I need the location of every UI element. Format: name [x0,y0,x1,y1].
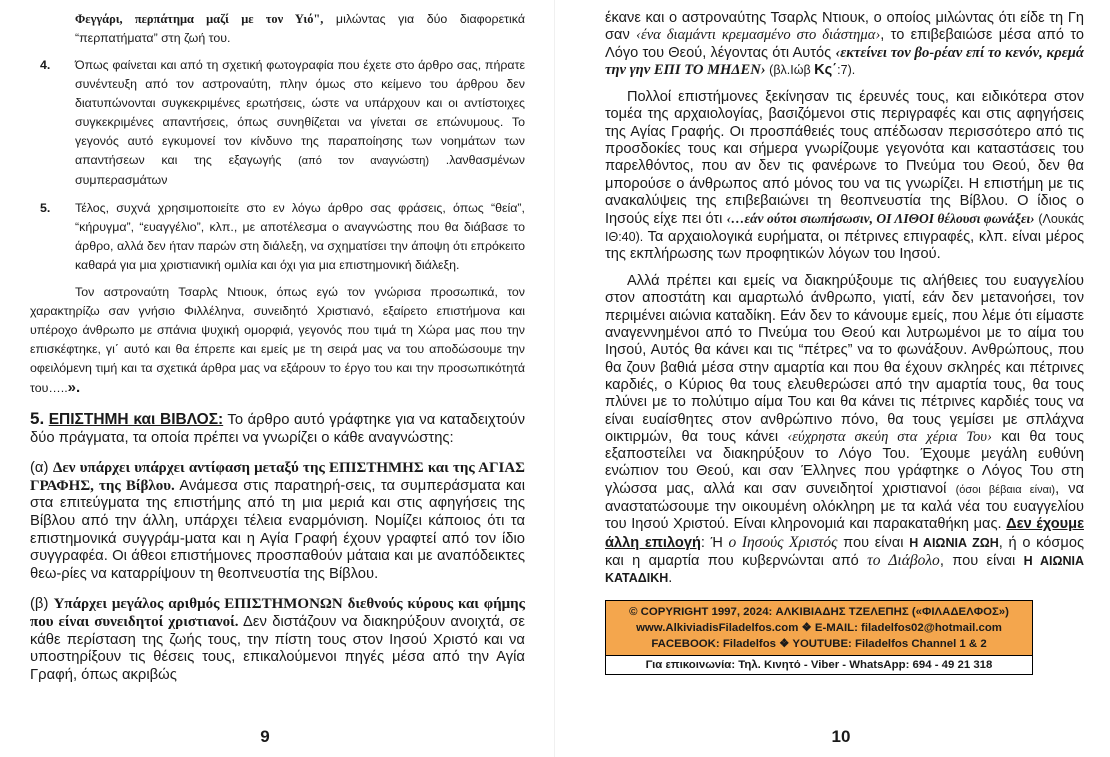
section-heading-paragraph [30,410,525,447]
right-paragraph-3 [605,273,1084,587]
p3-note: (όσοι βέβαια είναι) [955,483,1056,496]
p1-ref: (βλ.Ιώβ [765,62,815,77]
paragraph-b-bold: Υπάρχει μεγάλος αριθμός ΕΠΙΣΤΗΜΟΝΩΝ διεθνούς κύρους και φήμης που είναι συνειδητοί χριστιανοί. [30,596,525,630]
paragraph-a [30,460,525,583]
paragraph-b [30,596,525,684]
p1-ref-chapter: Κς΄ [814,61,838,78]
p3-text-b: και θα τους εξαποστείλει να διακηρύξουν το Λόγο Του. Έχουμε μεγάλη ευθύνη ενώπιον του Θεού, και σαν Έλληνες που γράφτηκε ο Λόγος Του στη γλώσσα μας, αλλά και σαν συνειδητοί χριστιανοί [605,428,1084,497]
copyright-line-1: © COPYRIGHT 1997, 2024: ΑΛΚΙΒΙΑΔΗΣ ΤΖΕΛΕΠΗΣ («ΦΙΛΑΔΕΛΦΟΣ») [629,605,1009,618]
p3-text-a: Αλλά πρέπει και εμείς να διακηρύξουμε τις αλήθειες του ευαγγελίου στον αποστάτη και αμαρτωλό άνθρωπο, γιατί, εάν δεν μετανοήσει, τον περιμένει αιώνια καταδίκη. Εάν δεν το κάνουμε εμείς, που λέμε ότι είμαστε αναγεννημένοι από το Πνεύμα του Θεού και λυτρωμένοι με το αίμα του Ιησού, Αυτός θα κάνει και τις “πέτρες” να το φωνάξουν. Ανθρώπους, που θα ζουν βαθιά μέσα στην αμαρτία και που θα έχουν σκληρές και πέτρινες καρδιές, ο Κύριος θα τους ελευθερώσει από την αμαρτία τους, θα τους πλύνει με το πολύτιμο αίμα Του και θα κάνει τις πέτρινες καρδιές τους να είναι ευαίσθητες στον ανθρώπινο πόνο, θα τους γεμίσει με σπλάχνα οικτιρμών, θα τους κάνει [605,273,1084,445]
list-item-4 [30,56,525,190]
right-paragraph-1 [605,10,1084,79]
intro-paragraph [30,10,525,48]
paragraph-b-text: Δεν διστάζουν να διακηρύξουν ανοιχτά, σε κάθε περίσταση της ζωής τους, την πίστη τους στον Ιησού Χριστό και να υποστηρίξουν τις θέσεις τους, επικαλούμενοι πηγές μέσα από την Αγία Γραφή, όπως ακριβώς [30,613,525,683]
closing-paragraph [30,283,525,398]
page-number-right: 10 [831,727,851,746]
p3-jesus-christ: ο Ιησούς Χριστός [728,533,838,551]
copyright-box [605,600,1033,675]
copyright-line-3[interactable]: FACEBOOK: Filadelfos ❖ YOUTUBE: Filadelfos Channel 1 & 2 [651,637,987,650]
list-item-5-text: Τέλος, συχνά χρησιμοποιείτε στο εν λόγω άρθρο σας φράσεις, όπως “θεία”, “κήρυγμα”, “ευαγγέλιο”, κλπ., με αποτέλεσμα ο αναγνώστης που θα διάβασε το άρθρο, αλλά δεν ήταν παρών στη διάλεξη, να σχηματίσει την άποψη ότι επρόκειτο καθαρά για μια χριστιανική ομιλία και όχι για μια επιστημονική διάλεξη. [75,201,525,272]
list-item-4-note: (από τον αναγνώστη) [298,155,430,167]
right-page [555,0,1110,757]
section-number: 5. [30,409,45,428]
p3-eternal-doom: Η ΑΙΩΝΙΑ ΚΑΤΑΔΙΚΗ [605,553,1084,586]
list-item-5-number: 5. [40,201,51,215]
p1-ref-end: :7). [837,62,856,77]
p3-devil: το Διάβολο [867,551,940,569]
closing-quote-mark: ». [67,379,81,396]
intro-bold: Φεγγάρι, περπάτημα μαζί με τον Υιό", [75,12,324,26]
p3-no-other-choice: Δεν έχουμε άλλη επιλογή [605,516,1084,551]
p3-eternal-life: Η ΑΙΩΝΙΑ ΖΩΗ [909,535,999,550]
copyright-banner [606,601,1032,655]
p3-text-c: , να αναστατώσουμε την οικουμένη ολόκληρη με τα καλά νέα του ευαγγελίου του Ιησού Χριστού. Είναι κληρονομιά και παρακαταθήκη μας. [605,480,1085,533]
p3-text-g: , που είναι [939,552,1024,569]
paragraph-a-label: (α) [30,460,53,477]
p1-text-a: έκανε και ο αστροναύτης Τσαρλς Ντιουκ, ο οποίος μιλώντας ότι είδε τη Γη σαν [605,10,1084,44]
right-paragraph-2 [605,89,1084,263]
section-title: ΕΠΙΣΤΗΜΗ και ΒΙΒΛΟΣ: [48,411,224,428]
p3-text-h: . [668,570,673,587]
p1-quote-diamond: ‹ένα διαμάντι κρεμασμένο στο διάστημα› [636,27,881,44]
p2-quote-stones: ‹…εάν ούτοι σιωπήσωσιν, ΟΙ ΛΙΘΟΙ θέλουσι φωνάξει› [726,211,1035,227]
list-item-4-end: .λανθασμένων συμπερασμάτων [75,153,525,187]
list-item-4-number: 4. [40,58,51,72]
p2-text-a: Πολλοί επιστήμονες ξεκίνησαν τις έρευνές τους, και ειδικότερα στον τομέα της αρχαιολογίας, βασιζόμενοι στις περιγραφές και στις αφηγήσεις της Αγίας Γραφής. Οι προσπάθειές τους απέδωσαν περισσότερο από τις προσδοκίες τους και σήμερα γνωρίζουμε γεγονότα και καταστάσεις του παρελθόντος, που αν δεν τις φανέρωνε το Πνεύμα του Θεού, δεν θα μπορούσε ο άνθρωπος από μόνος του να τις γνωρίζει. Η επιστήμη με τις ανακαλύψεις της επιβεβαιώνει τη θεοπνευστία της Βίβλου. Ο ίδιος ο Ιησούς είχε πει ότι [605,89,1084,228]
copyright-line-2[interactable]: www.AlkiviadisFiladelfos.com ❖ E-MAIL: filadelfos02@hotmail.com [636,621,1002,634]
list-item-4-text: Όπως φαίνεται και από τη σχετική φωτογραφία που έχετε στο άρθρο σας, πήρατε συνέντευξη από τον αστροναύτη, πλην όμως στο κείμενο του άρθρου δεν διατυπώνονται συγκεκριμένες ερωτήσεις, ώστε να υπάρχουν και οι αντίστοιχες συγκεκριμένες απαντήσεις, όπως συνηθίζεται να γίνεται σε επώνυμους. Το γεγονός αυτό εγκυμονεί τον κίνδυνο της παραποίησης των νοημάτων των απαντήσεων και της εξαγωγής [75,58,525,167]
list-item-5 [30,199,525,275]
p3-text-e: που είναι [837,534,910,551]
closing-text: Τον αστροναύτη Τσαρλς Ντιουκ, όπως εγώ τον γνώρισα προσωπικά, τον χαρακτηρίζω σαν γνήσιο Φιλλέληνα, συνειδητό Χριστιανό, εξαίρετο επιστήμονα και υπέροχο άνθρωπο με σπάνια ψυχική ομορφιά, γεγονός που τιμά τη Χώρα μας που την επισκέφτηκε, γι΄ αυτό και θα έπρεπε και εμείς με τη σειρά μας να του αποδώσουμε την οφειλόμενη τιμή και τα σχετικά άρθρα μας να εξάρουν το έργο του και την προσωπικότητά του….. [30,285,525,395]
p3-quote-vessels: ‹εύχρηστα σκεύη στα χέρια Του› [787,428,992,445]
contact-line: Για επικοινωνία: Τηλ. Κινητό - Viber - WhatsApp: 694 - 49 21 318 [606,655,1032,674]
page-number-left: 9 [260,727,270,746]
paragraph-a-bold: Δεν υπάρχει υπάρχει αντίφαση μεταξύ της ΕΠΙΣΤΗΜΗΣ και της ΑΓΙΑΣ ΓΡΑΦΗΣ, της Βίβλου. [30,460,525,494]
p1-quote-job: ‹εκτείνει τον βο-ρέαν επί το κενόν, κρεμά την γην ΕΠΙ ΤΟ ΜΗΔΕΝ› [605,44,1084,78]
p3-text-d: : Ή [700,534,729,551]
p2-text-b: Τα αρχαιολογικά ευρήματα, οι πέτρινες επιγραφές, κλπ. είναι μέρος της εκπλήρωσης των προφητικών λόγων του Ιησού. [605,228,1084,262]
paragraph-a-text: Ανάμεσα στις παρατηρή-σεις, τα συμπεράσματα και στα επιτεύγματα της επιστήμης από τη μια μεριά και στις αφηγήσεις της Βίβλου από την άλλη, υπάρχει τέλεια εναρμόνιση. Νομίζει κάποιος ότι τα επιστημονικά συγγράμ-ματα και η Αγία Γραφή έχουν γραφτεί από τον ίδιο συγγραφέα. Οι άθεοι επιστήμονες προσπαθούν μάταια και με αναπόδεικτες θεω-ρίες να καταρρίψουν τη θεοπνευστία της Βίβλου. [30,477,525,582]
paragraph-b-label: (β) [30,596,54,613]
intro-rest: μιλώντας για δύο διαφορετικά “περπατήματα” στη ζωή του. [75,12,525,45]
p3-text-f: , ή ο κόσμος και η αμαρτία που κυβερνώνται από [605,534,1084,569]
p1-text-b: , το επιβεβαιώσε μέσα από το Λόγο του Θεού, λέγοντας ότι Αυτός [605,27,1085,61]
p2-ref: (Λουκάς ΙΘ:40). [605,212,1084,244]
section-intro: Το άρθρο αυτό γράφτηκε για να καταδειχτούν δύο πράγματα, τα οποία πρέπει να γνωρίζει ο κάθε αναγνώστης: [30,412,525,446]
